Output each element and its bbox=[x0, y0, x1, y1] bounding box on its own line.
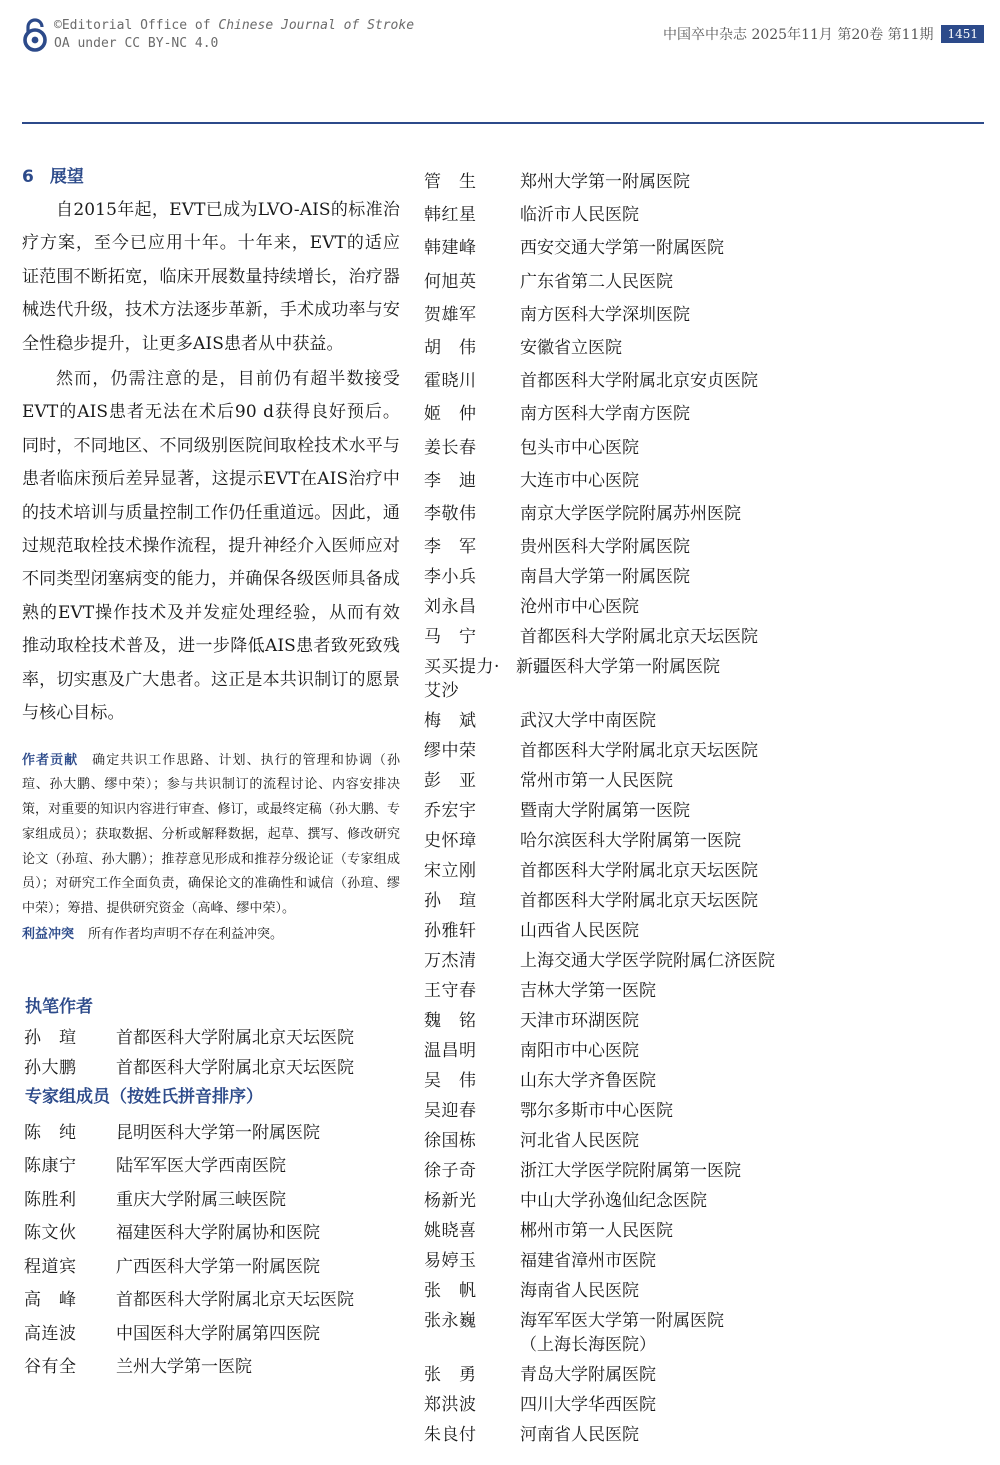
list-item bbox=[420, 1069, 980, 1093]
member-affiliation: 南方医科大学深圳医院 bbox=[520, 304, 690, 325]
list-item bbox=[420, 1009, 980, 1033]
member-affiliation: 青岛大学附属医院 bbox=[520, 1365, 656, 1386]
member-affiliation: 哈尔滨医科大学附属第一医院 bbox=[520, 831, 741, 852]
member-name: 陈文伙 bbox=[24, 1223, 77, 1244]
member-name: 彭 亚 bbox=[424, 771, 477, 792]
member-name: 霍晓川 bbox=[424, 371, 477, 392]
member-affiliation: 广东省第二人民医院 bbox=[520, 271, 673, 292]
list-item bbox=[22, 1355, 400, 1379]
member-affiliation: 中山大学孙逸仙纪念医院 bbox=[520, 1191, 707, 1212]
member-name: 缪中荣 bbox=[424, 741, 477, 762]
member-affiliation: 陆军军医大学西南医院 bbox=[116, 1156, 286, 1177]
member-name: 温昌明 bbox=[424, 1041, 477, 1062]
list-item bbox=[420, 1159, 980, 1183]
list-item bbox=[420, 436, 980, 460]
experts-heading: 专家组成员（按姓氏拼音排序） bbox=[25, 1086, 263, 1107]
list-item bbox=[420, 709, 980, 733]
author-contributions bbox=[22, 749, 400, 923]
member-name: 魏 铭 bbox=[424, 1011, 477, 1032]
body-paragraph: 然而，仍需注意的是，目前仍有超半数接受EVT的AIS患者无法在术后90 d获得良好预后。同时，不同地区、不同级别医院间取栓技术水平与患者临床预后差异显著，这提示EVT在AIS治疗中的技术培训与质量控制工作仍任重道远。因此，通过规范取栓技术操作流程，提升神经介入医师应对不同类型闭塞病变的能力，并确保各级医师具备成熟的EVT操作技术及并发症处理经验，从而有效推动取栓技术普及，进一步降低AIS患者致死致残率，切实惠及广大患者。这正是本共识制订的愿景与核心目标。 bbox=[22, 369, 400, 724]
member-affiliation: 沧州市中心医院 bbox=[520, 597, 639, 618]
member-name: 郑洪波 bbox=[424, 1395, 477, 1416]
list-item bbox=[420, 1423, 980, 1447]
member-affiliation: 南昌大学第一附属医院 bbox=[520, 567, 690, 588]
member-name: 李 军 bbox=[424, 537, 477, 558]
member-name: 杨新光 bbox=[424, 1191, 477, 1212]
member-affiliation: 首都医科大学附属北京天坛医院 bbox=[520, 741, 758, 762]
list-item bbox=[420, 369, 980, 393]
list-item bbox=[420, 1279, 980, 1303]
member-name: 宋立刚 bbox=[424, 861, 477, 882]
member-affiliation: 河北省人民医院 bbox=[520, 1131, 639, 1152]
member-name: 陈康宁 bbox=[24, 1156, 77, 1177]
conflict-of-interest bbox=[22, 923, 400, 948]
list-item bbox=[22, 1255, 400, 1279]
member-name: 韩红星 bbox=[424, 205, 477, 226]
member-affiliation: 中国医科大学附属第四医院 bbox=[116, 1323, 320, 1344]
list-item bbox=[420, 565, 980, 589]
member-name: 万杰清 bbox=[424, 951, 477, 972]
member-affiliation: 吉林大学第一医院 bbox=[520, 981, 656, 1002]
experts-list-right bbox=[420, 170, 980, 1447]
contributions-text: 确定共识工作思路、计划、执行的管理和协调（孙瑄、孙大鹏、缪中荣）；参与共识制订的流程讨论、内容安排决策，对重要的知识内容进行审查、修订，或最终定稿（孙大鹏、专家组成员）；获取数据、分析或解释数据，起草、撰写、修改研究论文（孙瑄、孙大鹏）；推荐意见形成和推荐分级论证（专家组成员）；对研究工作全面负责，确保论文的准确性和诚信（孙瑄、缪中荣）；筹措、提供研究资金（高峰、缪中荣）。 bbox=[22, 752, 400, 917]
writers-heading: 执笔作者 bbox=[25, 996, 93, 1017]
member-name: 吴迎春 bbox=[424, 1101, 477, 1122]
list-item bbox=[420, 769, 980, 793]
member-name: 徐国栋 bbox=[424, 1131, 477, 1152]
experts-list-left bbox=[22, 1121, 400, 1380]
member-name: 梅 斌 bbox=[424, 711, 477, 732]
member-affiliation: 山西省人民医院 bbox=[520, 921, 639, 942]
list-item bbox=[420, 1039, 980, 1063]
list-item bbox=[420, 919, 980, 943]
member-name: 徐子奇 bbox=[424, 1161, 477, 1182]
member-name: 高 峰 bbox=[24, 1290, 77, 1311]
member-name: 张永巍 bbox=[424, 1311, 477, 1332]
member-name: 孙 瑄 bbox=[424, 891, 477, 912]
section-title: 展望 bbox=[49, 167, 84, 187]
member-affiliation: 南京大学医学院附属苏州医院 bbox=[520, 503, 741, 524]
member-affiliation: 浙江大学医学院附属第一医院 bbox=[520, 1161, 741, 1182]
left-column bbox=[22, 160, 400, 1379]
member-affiliation: 贵州医科大学附属医院 bbox=[520, 537, 690, 558]
member-affiliation: 首都医科大学附属北京天坛医院 bbox=[116, 1057, 354, 1078]
member-affiliation: 首都医科大学附属北京天坛医院 bbox=[116, 1027, 354, 1048]
list-item bbox=[420, 829, 980, 853]
member-affiliation: 南方医科大学南方医院 bbox=[520, 404, 690, 425]
member-affiliation: 海军军医大学第一附属医院（上海长海医院） bbox=[520, 1311, 724, 1356]
list-item bbox=[420, 1219, 980, 1243]
member-name: 朱良付 bbox=[424, 1425, 477, 1446]
member-affiliation: 昆明医科大学第一附属医院 bbox=[116, 1122, 320, 1143]
list-item bbox=[420, 303, 980, 327]
member-name: 程道宾 bbox=[24, 1256, 77, 1277]
member-name: 姬 仲 bbox=[424, 404, 477, 425]
member-name: 史怀璋 bbox=[424, 831, 477, 852]
list-item bbox=[420, 889, 980, 913]
list-item bbox=[22, 1188, 400, 1212]
list-item bbox=[420, 203, 980, 227]
list-item bbox=[420, 739, 980, 763]
running-header bbox=[663, 24, 984, 44]
member-name: 张 勇 bbox=[424, 1365, 477, 1386]
list-item bbox=[420, 336, 980, 360]
member-name: 张 帆 bbox=[424, 1281, 477, 1302]
member-affiliation: 鄂尔多斯市中心医院 bbox=[520, 1101, 673, 1122]
member-affiliation: 安徽省立医院 bbox=[520, 337, 622, 358]
member-name: 陈 纯 bbox=[24, 1122, 77, 1143]
copyright-line: ©Editorial Office of bbox=[54, 18, 219, 33]
member-affiliation: 首都医科大学附属北京天坛医院 bbox=[520, 891, 758, 912]
member-name: 管 生 bbox=[424, 172, 477, 192]
list-item bbox=[22, 1121, 400, 1145]
member-name: 易婷玉 bbox=[424, 1251, 477, 1272]
list-item bbox=[420, 1393, 980, 1417]
list-item bbox=[420, 1363, 980, 1387]
member-affiliation: 郴州市第一人民医院 bbox=[520, 1221, 673, 1242]
list-item bbox=[22, 1056, 400, 1080]
member-name: 王守春 bbox=[424, 981, 477, 1002]
member-name: 孙雅轩 bbox=[424, 921, 477, 942]
member-affiliation: 福建医科大学附属协和医院 bbox=[116, 1223, 320, 1244]
member-affiliation: 首都医科大学附属北京安贞医院 bbox=[520, 371, 758, 392]
list-item bbox=[420, 625, 980, 649]
member-affiliation: 广西医科大学第一附属医院 bbox=[116, 1256, 320, 1277]
list-item bbox=[420, 799, 980, 823]
member-affiliation: 临沂市人民医院 bbox=[520, 205, 639, 226]
list-item bbox=[22, 1154, 400, 1178]
license-line: OA under CC BY-NC 4.0 bbox=[54, 36, 219, 51]
member-affiliation: 暨南大学附属第一医院 bbox=[520, 801, 690, 822]
list-item bbox=[420, 402, 980, 426]
contributions-label: 作者贡献 bbox=[22, 752, 79, 768]
member-affiliation: 首都医科大学附属北京天坛医院 bbox=[520, 627, 758, 648]
member-affiliation: 上海交通大学医学院附属仁济医院 bbox=[520, 951, 775, 972]
member-affiliation: 河南省人民医院 bbox=[520, 1425, 639, 1446]
member-affiliation: 首都医科大学附属北京天坛医院 bbox=[116, 1290, 354, 1311]
journal-name-en: Chinese Journal of Stroke bbox=[218, 18, 415, 33]
member-affiliation: 四川大学华西医院 bbox=[520, 1395, 656, 1416]
member-affiliation: 海南省人民医院 bbox=[520, 1281, 639, 1302]
journal-issue: 中国卒中杂志 2025年11月 第20卷 第11期 bbox=[663, 27, 934, 43]
body-paragraph: 自2015年起，EVT已成为LVO-AIS的标准治疗方案，至今已应用十年。十年来，EVT的适应证范围不断拓宽，临床开展数量持续增长，治疗器械迭代升级，技术方法逐步革新，手术成功率与安全性稳步提升，让更多AIS患者从中获益。 bbox=[22, 200, 400, 354]
member-name: 高连波 bbox=[24, 1323, 77, 1344]
list-item bbox=[420, 859, 980, 883]
section-heading bbox=[22, 162, 400, 192]
list-item bbox=[420, 979, 980, 1003]
member-name: 姜长春 bbox=[424, 437, 477, 458]
list-item bbox=[420, 1099, 980, 1123]
member-name: 刘永昌 bbox=[424, 597, 477, 618]
member-name: 马 宁 bbox=[424, 627, 477, 648]
member-name: 贺雄军 bbox=[424, 304, 477, 325]
list-item bbox=[22, 1288, 400, 1312]
list-item bbox=[420, 949, 980, 973]
list-item bbox=[22, 1322, 400, 1346]
member-affiliation: 常州市第一人民医院 bbox=[520, 771, 673, 792]
member-name: 李 迪 bbox=[424, 470, 477, 491]
member-name: 李小兵 bbox=[424, 567, 477, 588]
list-item bbox=[420, 1189, 980, 1213]
member-affiliation: 首都医科大学附属北京天坛医院 bbox=[520, 861, 758, 882]
member-affiliation: 福建省漳州市医院 bbox=[520, 1251, 656, 1272]
conflict-text: 所有作者均声明不存在利益冲突。 bbox=[88, 927, 284, 943]
list-item bbox=[420, 170, 980, 194]
page-number-badge: 1451 bbox=[941, 25, 984, 43]
list-item bbox=[420, 270, 980, 294]
member-name: 何旭英 bbox=[424, 271, 477, 292]
member-name: 吴 伟 bbox=[424, 1071, 477, 1092]
member-name: 韩建峰 bbox=[424, 238, 477, 259]
member-affiliation: 重庆大学附属三峡医院 bbox=[116, 1189, 286, 1210]
list-item bbox=[420, 1129, 980, 1153]
member-name: 姚晓喜 bbox=[424, 1221, 477, 1242]
copyright-notice bbox=[54, 17, 414, 53]
member-name: 陈胜利 bbox=[24, 1189, 77, 1210]
member-name: 孙大鹏 bbox=[24, 1057, 77, 1078]
member-affiliation: 包头市中心医院 bbox=[520, 437, 639, 458]
list-item bbox=[22, 1221, 400, 1245]
conflict-label: 利益冲突 bbox=[22, 927, 75, 943]
list-item bbox=[420, 655, 980, 703]
writers-list bbox=[22, 1026, 400, 1080]
member-name: 胡 伟 bbox=[424, 337, 477, 358]
member-affiliation: 西安交通大学第一附属医院 bbox=[520, 238, 724, 259]
member-name: 乔宏宇 bbox=[424, 801, 477, 822]
section-number: 6 bbox=[22, 167, 34, 187]
member-affiliation: 山东大学齐鲁医院 bbox=[520, 1071, 656, 1092]
list-item bbox=[420, 236, 980, 260]
list-item bbox=[420, 1249, 980, 1273]
member-affiliation: 大连市中心医院 bbox=[520, 470, 639, 491]
list-item bbox=[420, 595, 980, 619]
member-affiliation: 天津市环湖医院 bbox=[520, 1011, 639, 1032]
list-item bbox=[420, 502, 980, 526]
list-item bbox=[420, 469, 980, 493]
list-item bbox=[22, 1026, 400, 1050]
member-affiliation: 兰州大学第一医院 bbox=[116, 1357, 252, 1378]
member-name: 买买提力·艾沙 bbox=[424, 657, 500, 702]
list-item bbox=[420, 1309, 980, 1357]
member-name: 李敬伟 bbox=[424, 503, 477, 524]
header-divider bbox=[22, 122, 984, 124]
open-access-lock-icon bbox=[20, 18, 50, 52]
member-affiliation: 南阳市中心医院 bbox=[520, 1041, 639, 1062]
member-name: 孙 瑄 bbox=[24, 1027, 77, 1048]
member-affiliation: 新疆医科大学第一附属医院 bbox=[516, 657, 720, 678]
member-affiliation: 郑州大学第一附属医院 bbox=[520, 172, 690, 192]
member-affiliation: 武汉大学中南医院 bbox=[520, 711, 656, 732]
list-item bbox=[420, 535, 980, 559]
member-name: 谷有全 bbox=[24, 1357, 77, 1378]
